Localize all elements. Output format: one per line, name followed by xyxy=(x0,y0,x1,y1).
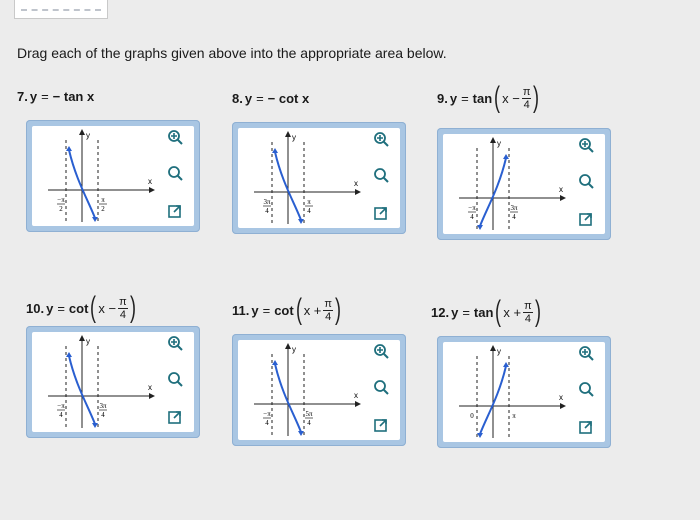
x-axis-label: x xyxy=(354,391,358,400)
expand-icon[interactable] xyxy=(166,408,184,426)
x-axis-label: x xyxy=(354,179,358,188)
x-axis-label: x xyxy=(559,185,563,194)
zoom-in-icon[interactable] xyxy=(166,334,184,352)
zoom-out-icon-glyph xyxy=(167,165,183,181)
tick-right-numerator: 5π xyxy=(305,410,313,418)
zoom-out-icon[interactable] xyxy=(577,172,595,190)
graph-plot xyxy=(250,130,362,226)
graph-plot xyxy=(455,344,567,440)
curve-arrow xyxy=(298,431,304,436)
curve-arrow xyxy=(92,217,98,222)
curve-arrow xyxy=(477,225,483,230)
y-axis-label: y xyxy=(497,347,501,356)
tick-right-numerator: π xyxy=(101,196,105,204)
tick-right-denominator: 4 xyxy=(101,411,105,419)
zoom-out-icon[interactable] xyxy=(166,370,184,388)
x-axis-label: x xyxy=(559,393,563,402)
x-axis-label: x xyxy=(148,383,152,392)
expand-icon[interactable] xyxy=(166,202,184,220)
graph-card-7[interactable] xyxy=(26,120,200,232)
tick-left-denominator: 4 xyxy=(265,419,269,427)
graph-plot xyxy=(455,136,567,232)
instruction-text: Drag each of the graphs given above into the appropriate area below. xyxy=(17,45,447,61)
y-axis-label: y xyxy=(86,131,90,140)
tick-left-numerator: −π xyxy=(57,196,65,204)
expand-icon-glyph xyxy=(167,409,183,425)
zoom-out-icon[interactable] xyxy=(166,164,184,182)
curve-arrow xyxy=(503,154,509,159)
expand-icon-glyph xyxy=(373,205,389,221)
question-8-label: 8. y = − cot x xyxy=(232,91,310,106)
graph-card-11[interactable] xyxy=(232,334,406,446)
graph-plot xyxy=(44,334,156,430)
drag-source-area[interactable] xyxy=(14,0,108,19)
tick-right-denominator: 4 xyxy=(512,213,516,221)
y-axis-label: y xyxy=(292,133,296,142)
y-axis-label: y xyxy=(292,345,296,354)
tick-left-denominator: 4 xyxy=(59,411,63,419)
zoom-out-icon-glyph xyxy=(578,381,594,397)
graph-card-12[interactable] xyxy=(437,336,611,448)
expand-icon[interactable] xyxy=(577,418,595,436)
tick-left-numerator: 0 xyxy=(470,412,474,420)
zoom-in-icon-glyph xyxy=(167,129,183,145)
expand-icon[interactable] xyxy=(372,204,390,222)
tick-left-numerator: −π xyxy=(263,410,271,418)
curve-arrow xyxy=(92,423,98,428)
graph-card-10[interactable] xyxy=(26,326,200,438)
tick-left-numerator: −π xyxy=(468,204,476,212)
tick-left-numerator: 3π xyxy=(263,198,271,206)
tick-left-denominator: 2 xyxy=(59,205,63,213)
curve-arrow xyxy=(298,219,304,224)
zoom-in-icon-glyph xyxy=(578,137,594,153)
graph-card-9[interactable] xyxy=(437,128,611,240)
zoom-in-icon-glyph xyxy=(167,335,183,351)
zoom-in-icon-glyph xyxy=(373,343,389,359)
question-12-label: 12. y = tan ( x + $\frac{\pi}{4}$ ) xyxy=(431,295,541,328)
tick-right-denominator: 4 xyxy=(307,207,311,215)
tick-right-numerator: π xyxy=(512,412,516,420)
dashed-divider xyxy=(21,9,101,11)
curve-arrow xyxy=(272,360,278,365)
zoom-in-icon[interactable] xyxy=(577,344,595,362)
curve-arrow xyxy=(477,433,483,438)
graph-plot xyxy=(44,128,156,224)
zoom-out-icon-glyph xyxy=(167,371,183,387)
expand-icon-glyph xyxy=(578,211,594,227)
expand-icon-glyph xyxy=(167,203,183,219)
tick-left-denominator: 4 xyxy=(265,207,269,215)
zoom-in-icon[interactable] xyxy=(577,136,595,154)
tick-right-numerator: π xyxy=(307,198,311,206)
zoom-out-icon-glyph xyxy=(578,173,594,189)
graph-plot xyxy=(250,342,362,438)
curve-arrow xyxy=(272,148,278,153)
zoom-out-icon[interactable] xyxy=(372,378,390,396)
tick-right-numerator: 3π xyxy=(510,204,518,212)
tick-right-denominator: 2 xyxy=(101,205,105,213)
curve-arrow xyxy=(503,362,509,367)
question-7-label: 7. y = − tan x xyxy=(17,89,95,104)
zoom-out-icon-glyph xyxy=(373,167,389,183)
zoom-in-icon-glyph xyxy=(578,345,594,361)
zoom-in-icon-glyph xyxy=(373,131,389,147)
tick-left-numerator: −π xyxy=(57,402,65,410)
curve-arrow xyxy=(66,146,72,151)
zoom-out-icon-glyph xyxy=(373,379,389,395)
zoom-in-icon[interactable] xyxy=(166,128,184,146)
zoom-in-icon[interactable] xyxy=(372,342,390,360)
graph-card-8[interactable] xyxy=(232,122,406,234)
expand-icon[interactable] xyxy=(372,416,390,434)
y-axis-label: y xyxy=(497,139,501,148)
expand-icon[interactable] xyxy=(577,210,595,228)
tick-right-denominator: 4 xyxy=(307,419,311,427)
zoom-out-icon[interactable] xyxy=(372,166,390,184)
tick-right-numerator: 3π xyxy=(99,402,107,410)
x-axis-label: x xyxy=(148,177,152,186)
zoom-out-icon[interactable] xyxy=(577,380,595,398)
zoom-in-icon[interactable] xyxy=(372,130,390,148)
y-axis-label: y xyxy=(86,337,90,346)
tick-left-denominator: 4 xyxy=(470,213,474,221)
expand-icon-glyph xyxy=(578,419,594,435)
question-10-label: 10. y = cot ( x − $\frac{\pi}{4}$ ) xyxy=(26,291,136,324)
expand-icon-glyph xyxy=(373,417,389,433)
question-9-label: 9. y = tan ( x − $\frac{\pi}{4}$ ) xyxy=(437,81,540,114)
curve-arrow xyxy=(66,352,72,357)
question-11-label: 11. y = cot ( x + $\frac{\pi}{4}$ ) xyxy=(232,293,341,326)
